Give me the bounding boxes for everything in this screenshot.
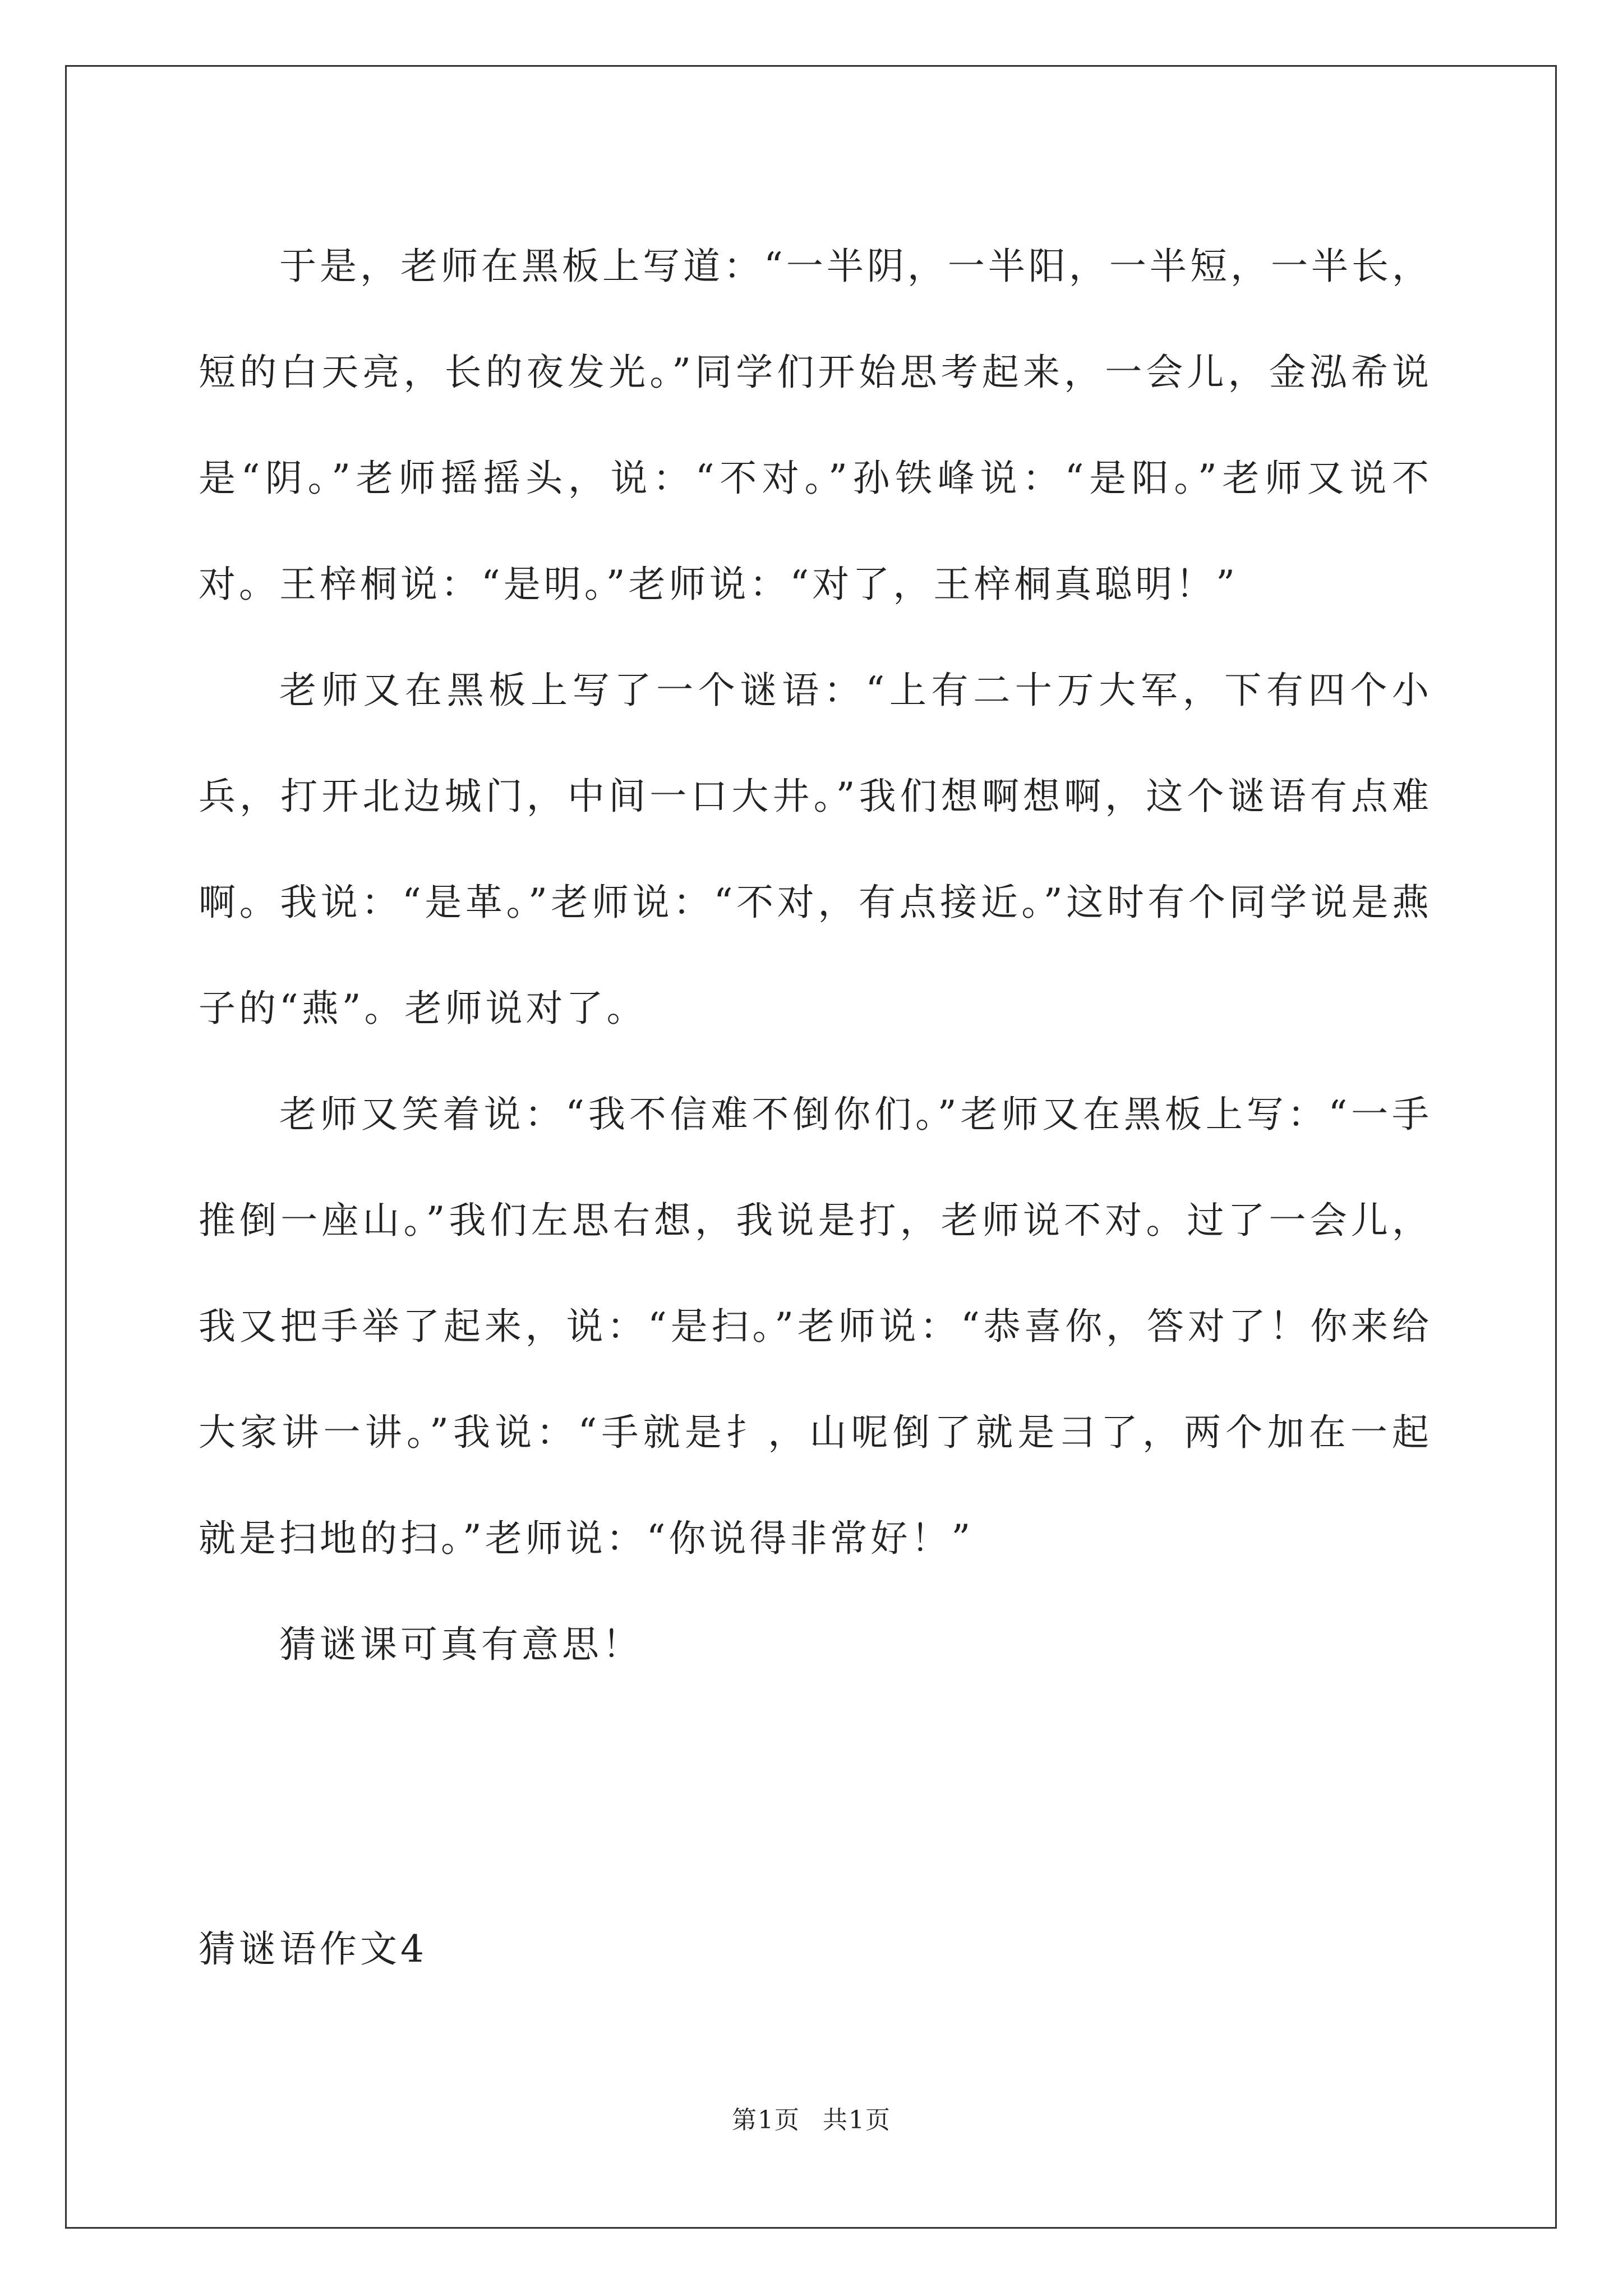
paragraph-4: 猜谜课可真有意思！ — [279, 1623, 643, 1666]
page-number-current: 第1页 — [732, 2106, 800, 2134]
paragraph-3: 老师又笑着说：“我不信难不倒你们。”老师又在黑板上写：“一手推倒一座山。”我们左思右想，我说是打，老师说不对。过了一会儿，我又把手举了起来，说：“是扫。”老师说：“恭喜你，答对了！你来给大家讲一讲。”我说：“手就是扌，山呢倒了就是彐了，两个加在一起就是扫地的扫。”老师说：“你说得非常好！” — [199, 1093, 1432, 1560]
document-body — [199, 213, 1432, 1697]
page-footer — [0, 2104, 1623, 2137]
section-heading: 猜谜语作文4 — [199, 1927, 427, 1971]
paragraph-1: 于是，老师在黑板上写道：“一半阴，一半阳，一半短，一半长，短的白天亮，长的夜发光。”同学们开始思考起来，一会儿，金泓希说是“阴。”老师摇摇头，说：“不对。”孙铁峰说：“是阳。”老师又说不对。王梓桐说：“是明。”老师说：“对了，王梓桐真聪明！” — [199, 245, 1432, 606]
page-number-total: 共1页 — [823, 2106, 891, 2134]
paragraph-2: 老师又在黑板上写了一个谜语：“上有二十万大军，下有四个小兵，打开北边城门，中间一口大井。”我们想啊想啊，这个谜语有点难啊。我说：“是革。”老师说：“不对，有点接近。”这时有个同学说是燕子的“燕”。老师说对了。 — [199, 669, 1432, 1030]
